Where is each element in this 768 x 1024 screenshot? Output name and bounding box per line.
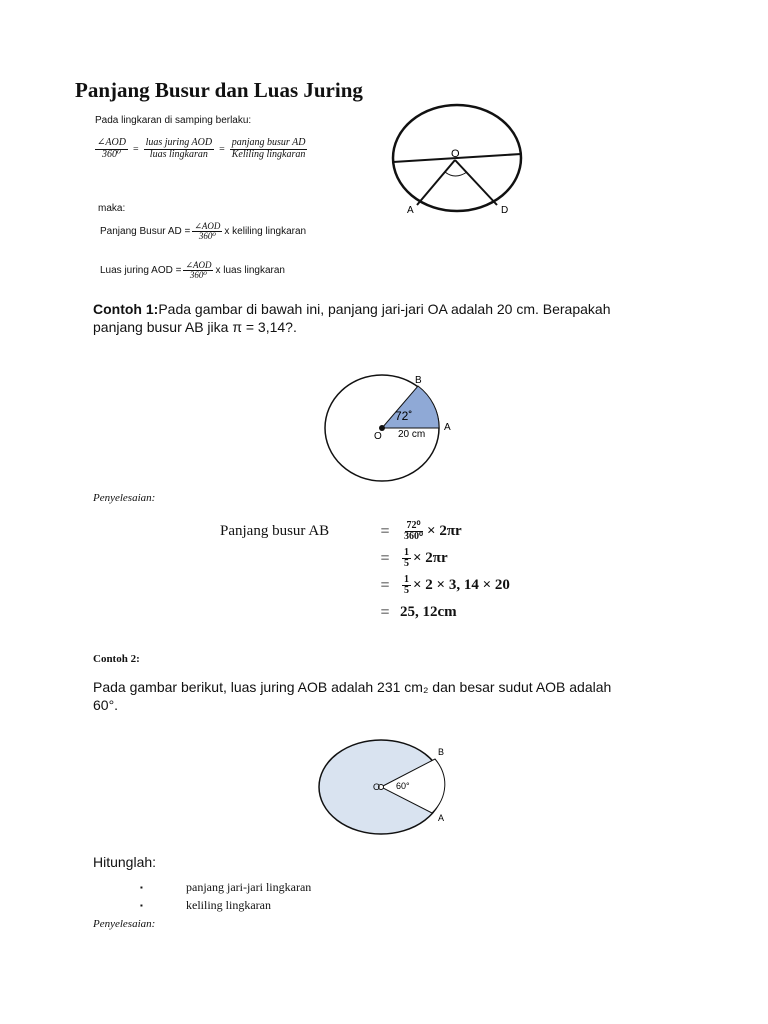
label-b: B — [438, 747, 445, 757]
radius-oa — [417, 160, 455, 205]
angle-label: 72˚ — [395, 409, 413, 423]
angle-label: 60° — [396, 781, 410, 791]
intro-proportion-formula: $\frac{\text{∠AOD}}{\text{360⁰}}$ = $\frac{\text{luas juring AOD}}{\text{luas lingkaran}}$ = $\frac{\text{panjang busur AD}}{\text{Keliling lingkaran}}$ — [97, 137, 306, 160]
label-a: A — [407, 205, 414, 216]
contoh2-label: Contoh 2: — [93, 653, 140, 665]
solution-row-3: = $\frac{1}{5}$ × 2 × 3, 14 × 20 — [380, 573, 510, 596]
contoh2-paragraph: Pada gambar berikut, luas juring AOB adalah 231 cm₂ dan besar sudut AOB adalah 60°. — [93, 679, 612, 713]
solution-equations — [220, 518, 510, 626]
solution-row-1: Panjang busur AB = $\frac{\text{72⁰}}{\text{360⁰}}$ × 2πr — [220, 519, 462, 542]
label-o: O — [374, 431, 382, 442]
solution-row-4: = 25, 12cm — [380, 603, 457, 621]
fraction-juring: $\frac{\text{luas juring AOD}}{\text{luas lingkaran}}$ — [145, 137, 213, 160]
task-list — [140, 878, 311, 914]
maka-text: maka: — [98, 203, 126, 214]
formula-panjang-busur: Panjang Busur AD = $\frac{\text{∠AOD}}{\text{360⁰}}$ x keliling lingkaran — [100, 221, 307, 242]
label-b: B — [415, 375, 422, 386]
circle-figure-sector-60 — [315, 735, 460, 845]
penyelesaian-label-1: Penyelesaian: — [93, 492, 156, 504]
list-item: ▪ panjang jari-jari lingkaran — [140, 879, 312, 894]
radius-od — [455, 160, 497, 205]
label-a: A — [438, 813, 445, 823]
intro-text: Pada lingkaran di samping berlaku: — [95, 115, 252, 126]
formula-luas-juring: Luas juring AOD = $\frac{\text{∠AOD}}{\text{360⁰}}$ x luas lingkaran — [100, 260, 285, 281]
angle-arc — [445, 172, 467, 176]
hitunglah-text: Hitunglah: — [93, 854, 157, 870]
circle-figure-aod — [385, 100, 535, 220]
list-item: ▪ keliling lingkaran — [140, 897, 271, 912]
radius-label: 20 cm — [398, 429, 426, 440]
circle-figure-sector-72 — [320, 370, 460, 485]
solution-row-2: = $\frac{1}{5}$ × 2πr — [380, 546, 448, 569]
penyelesaian-label-2: Penyelesaian: — [93, 918, 156, 930]
label-o: O — [451, 148, 460, 160]
contoh1-label: Contoh 1: — [93, 301, 159, 317]
page-title: Panjang Busur dan Luas Juring — [75, 78, 363, 102]
label-a: A — [444, 422, 451, 433]
contoh1-paragraph: Contoh 1:Pada gambar di bawah ini, panjang jari-jari OA adalah 20 cm. Berapakah panjang busur AB jika π = 3,14?. — [93, 301, 611, 335]
fraction-busur: $\frac{\text{panjang busur AD}}{\text{Keliling lingkaran}}$ — [231, 137, 306, 160]
label-o: O — [373, 782, 381, 792]
label-d: D — [501, 205, 509, 216]
fraction-angle: $\frac{\text{∠AOD}}{\text{360⁰}}$ — [97, 137, 126, 160]
